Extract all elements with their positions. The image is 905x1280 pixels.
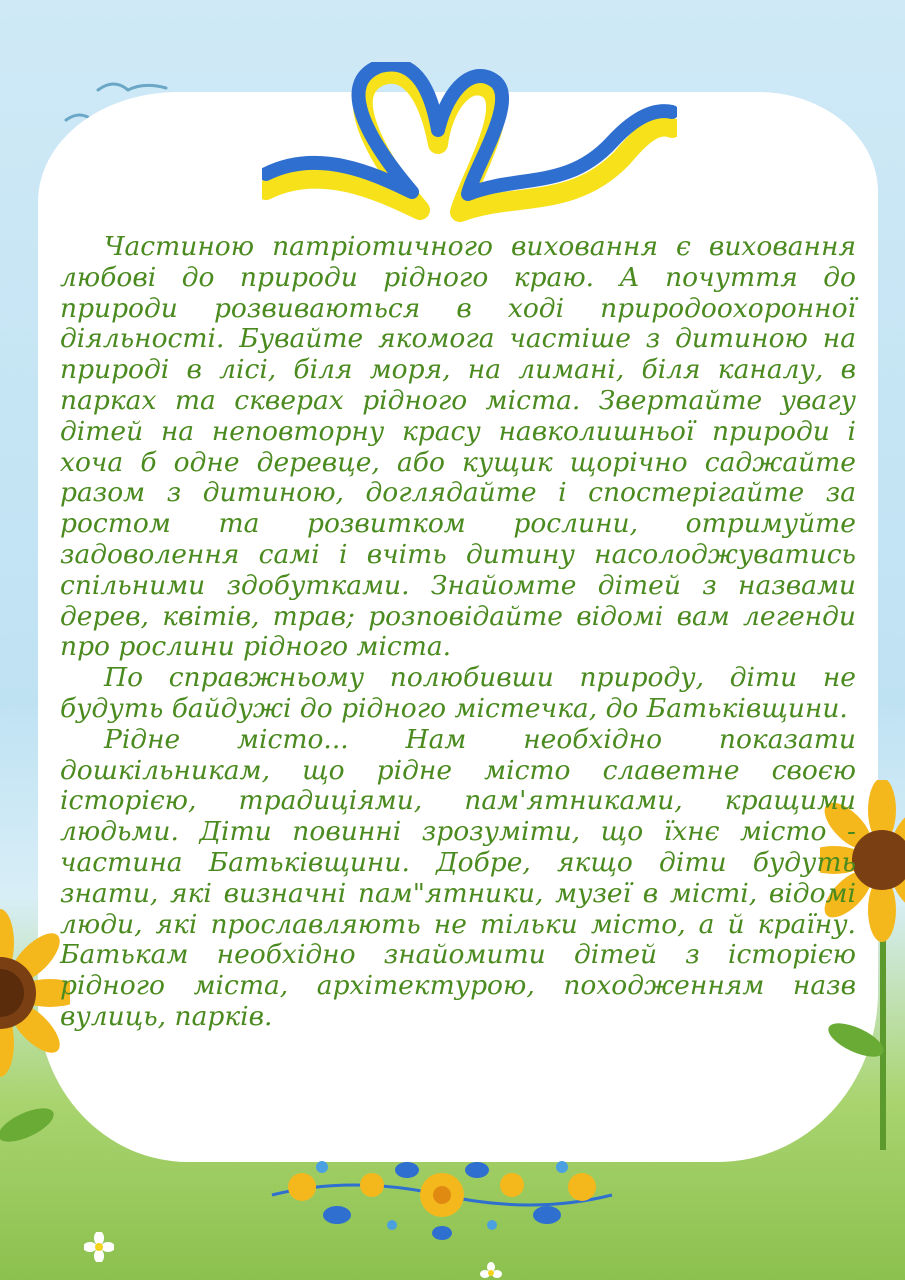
article-text <box>60 232 856 1033</box>
paragraph-love-nature: По справжньому полюбивши природу, діти не будуть байдужі до рідного містечка, до Батьківщини. <box>60 662 856 724</box>
floral-ornament-icon <box>262 1155 622 1245</box>
daisy-icon <box>84 1232 114 1262</box>
paragraph-nature: Частиною патріотичного виховання є виховання любові до природи рідного краю. А почуття до природи розвиваються в ході природоохоронної діяльності. Бувайте якомога частіше з дитиною на природі в лісі, біля моря, на лимані, біля каналу, в парках та скверах рідного міста. Звертайте увагу дітей на неповторну красу навколишньої природи і хоча б одне деревце, або кущик щорічно саджайте разом з дитиною, доглядайте і спостерігайте за ростом та розвитком рослини, отримуйте задоволення самі і вчіть дитину насолоджуватись спільними здобутками. Знайомте дітей з назвами дерев, квітів, трав; розповідайте відомі вам легенди про рослини рідного міста. <box>60 231 856 663</box>
heart-ribbon-icon <box>262 62 677 222</box>
paragraph-native-city: Рідне місто... Нам необхідно показати дошкільникам, що рідне місто славетне своєю історією, традиціями, пам'ятниками, кращими людьми. Діти повинні зрозуміти, що їхнє місто - частина Батьківщини. Добре, якщо діти будуть знати, які визначні пам"ятники, музеї в місті, відомі люди, які прославляють не тільки місто, а й країну. Батькам необхідно знайомити дітей з історією рідного міста, архітектурою, походженням назв вулиць, парків. <box>60 723 856 1032</box>
daisy-icon <box>480 1262 502 1280</box>
